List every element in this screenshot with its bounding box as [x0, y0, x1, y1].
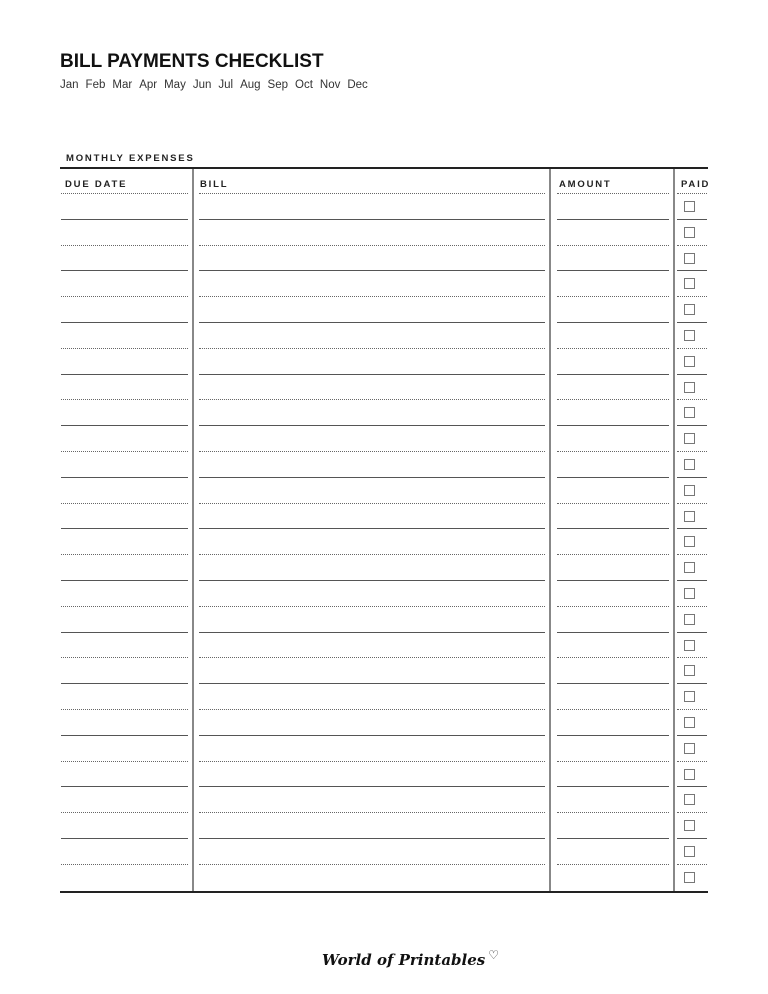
entry-line[interactable]: [199, 296, 545, 297]
column-header-amount: AMOUNT: [559, 179, 612, 190]
column-header-paid: PAID: [681, 179, 711, 190]
entry-line[interactable]: [61, 657, 188, 658]
page-title: BILL PAYMENTS CHECKLIST: [60, 51, 324, 72]
paid-checkbox[interactable]: [684, 614, 695, 625]
entry-line[interactable]: [61, 270, 188, 271]
entry-line[interactable]: [61, 606, 188, 607]
paid-row-line: [677, 632, 707, 633]
paid-row-line: [677, 606, 707, 607]
paid-row-line: [677, 554, 707, 555]
entry-line[interactable]: [199, 270, 545, 271]
entry-line[interactable]: [557, 632, 669, 633]
entry-line[interactable]: [557, 270, 669, 271]
paid-checkbox[interactable]: [684, 253, 695, 264]
paid-row-line: [677, 477, 707, 478]
month-jul[interactable]: Jul: [218, 79, 234, 91]
entry-line[interactable]: [199, 399, 545, 400]
entry-line[interactable]: [199, 864, 545, 865]
entry-line[interactable]: [199, 709, 545, 710]
entry-line[interactable]: [61, 528, 188, 529]
entry-line[interactable]: [557, 296, 669, 297]
entry-line[interactable]: [199, 761, 545, 762]
month-nov[interactable]: Nov: [319, 79, 341, 91]
entry-line[interactable]: [199, 477, 545, 478]
entry-line[interactable]: [61, 245, 188, 246]
paid-checkbox[interactable]: [684, 691, 695, 702]
table-top-rule: [60, 167, 708, 169]
entry-line[interactable]: [61, 399, 188, 400]
month-dec[interactable]: Dec: [347, 79, 368, 91]
entry-line[interactable]: [557, 606, 669, 607]
entry-line[interactable]: [199, 374, 545, 375]
paid-checkbox[interactable]: [684, 330, 695, 341]
paid-checkbox[interactable]: [684, 278, 695, 289]
entry-line[interactable]: [557, 322, 669, 323]
entry-line[interactable]: [557, 348, 669, 349]
paid-checkbox[interactable]: [684, 459, 695, 470]
entry-line[interactable]: [557, 580, 669, 581]
paid-checkbox[interactable]: [684, 433, 695, 444]
entry-line[interactable]: [199, 245, 545, 246]
month-selector: [60, 79, 368, 91]
paid-row-line: [677, 812, 707, 813]
column-divider: [549, 169, 551, 891]
entry-line[interactable]: [199, 632, 545, 633]
section-label: MONTHLY EXPENSES: [66, 153, 195, 164]
paid-row-line: [677, 270, 707, 271]
table-bottom-rule: [60, 891, 708, 893]
paid-checkbox[interactable]: [684, 511, 695, 522]
column-header-due-date: DUE DATE: [65, 179, 128, 190]
entry-line[interactable]: [557, 245, 669, 246]
paid-checkbox[interactable]: [684, 536, 695, 547]
entry-line[interactable]: [61, 554, 188, 555]
paid-checkbox[interactable]: [684, 407, 695, 418]
paid-checkbox[interactable]: [684, 304, 695, 315]
entry-line[interactable]: [61, 503, 188, 504]
entry-line[interactable]: [199, 838, 545, 839]
entry-line[interactable]: [557, 219, 669, 220]
paid-checkbox[interactable]: [684, 588, 695, 599]
paid-row-line: [677, 657, 707, 658]
paid-row-line: [677, 451, 707, 452]
paid-checkbox[interactable]: [684, 717, 695, 728]
entry-line[interactable]: [557, 812, 669, 813]
entry-line[interactable]: [61, 451, 188, 452]
entry-line[interactable]: [61, 193, 188, 194]
paid-checkbox[interactable]: [684, 846, 695, 857]
entry-line[interactable]: [61, 864, 188, 865]
entry-line[interactable]: [61, 580, 188, 581]
entry-line[interactable]: [61, 786, 188, 787]
entry-line[interactable]: [61, 761, 188, 762]
entry-line[interactable]: [61, 632, 188, 633]
entry-line[interactable]: [199, 683, 545, 684]
entry-line[interactable]: [61, 219, 188, 220]
paid-row-line: [677, 374, 707, 375]
entry-line[interactable]: [199, 735, 545, 736]
entry-line[interactable]: [557, 193, 669, 194]
entry-line[interactable]: [557, 451, 669, 452]
entry-line[interactable]: [199, 528, 545, 529]
paid-row-line: [677, 322, 707, 323]
entry-line[interactable]: [199, 193, 545, 194]
paid-checkbox[interactable]: [684, 640, 695, 651]
paid-checkbox[interactable]: [684, 820, 695, 831]
paid-row-line: [677, 245, 707, 246]
entry-line[interactable]: [557, 709, 669, 710]
month-sep[interactable]: Sep: [267, 79, 289, 91]
month-apr[interactable]: Apr: [139, 79, 158, 91]
entry-line[interactable]: [199, 503, 545, 504]
paid-row-line: [677, 348, 707, 349]
entry-line[interactable]: [557, 838, 669, 839]
paid-checkbox[interactable]: [684, 769, 695, 780]
entry-line[interactable]: [61, 296, 188, 297]
entry-line[interactable]: [199, 554, 545, 555]
heart-icon: ♡: [488, 948, 499, 962]
entry-line[interactable]: [61, 709, 188, 710]
month-may[interactable]: May: [164, 79, 186, 91]
entry-line[interactable]: [557, 528, 669, 529]
entry-line[interactable]: [199, 219, 545, 220]
entry-line[interactable]: [199, 322, 545, 323]
entry-line[interactable]: [557, 735, 669, 736]
entry-line[interactable]: [61, 374, 188, 375]
entry-line[interactable]: [61, 735, 188, 736]
month-aug[interactable]: Aug: [240, 79, 261, 91]
entry-line[interactable]: [557, 683, 669, 684]
entry-line[interactable]: [199, 657, 545, 658]
paid-row-line: [677, 193, 707, 194]
paid-row-line: [677, 838, 707, 839]
paid-checkbox[interactable]: [684, 356, 695, 367]
entry-line[interactable]: [557, 554, 669, 555]
column-divider: [673, 169, 675, 891]
brand-name: World of Printables: [322, 951, 486, 969]
entry-line[interactable]: [61, 812, 188, 813]
month-jan[interactable]: Jan: [60, 79, 79, 91]
paid-checkbox[interactable]: [684, 665, 695, 676]
paid-checkbox[interactable]: [684, 872, 695, 883]
month-jun[interactable]: Jun: [192, 79, 212, 91]
paid-checkbox[interactable]: [684, 201, 695, 212]
entry-line[interactable]: [199, 812, 545, 813]
paid-row-line: [677, 761, 707, 762]
entry-line[interactable]: [557, 399, 669, 400]
entry-line[interactable]: [61, 477, 188, 478]
entry-line[interactable]: [557, 503, 669, 504]
entry-line[interactable]: [557, 761, 669, 762]
month-feb[interactable]: Feb: [85, 79, 106, 91]
paid-row-line: [677, 296, 707, 297]
paid-checkbox[interactable]: [684, 227, 695, 238]
month-mar[interactable]: Mar: [112, 79, 133, 91]
paid-row-line: [677, 709, 707, 710]
paid-checkbox[interactable]: [684, 562, 695, 573]
paid-row-line: [677, 219, 707, 220]
paid-row-line: [677, 580, 707, 581]
entry-line[interactable]: [557, 425, 669, 426]
paid-row-line: [677, 528, 707, 529]
paid-checkbox[interactable]: [684, 382, 695, 393]
paid-row-line: [677, 503, 707, 504]
entry-line[interactable]: [199, 348, 545, 349]
month-oct[interactable]: Oct: [295, 79, 313, 91]
entry-line[interactable]: [557, 786, 669, 787]
paid-checkbox[interactable]: [684, 743, 695, 754]
entry-line[interactable]: [199, 606, 545, 607]
column-header-bill: BILL: [200, 179, 229, 190]
brand-logo: [322, 948, 499, 969]
entry-line[interactable]: [199, 425, 545, 426]
paid-row-line: [677, 786, 707, 787]
paid-checkbox[interactable]: [684, 794, 695, 805]
paid-row-line: [677, 864, 707, 865]
entry-line[interactable]: [199, 786, 545, 787]
entry-line[interactable]: [61, 425, 188, 426]
paid-row-line: [677, 399, 707, 400]
entry-line[interactable]: [61, 348, 188, 349]
entry-line[interactable]: [557, 477, 669, 478]
entry-line[interactable]: [557, 374, 669, 375]
paid-row-line: [677, 735, 707, 736]
entry-line[interactable]: [61, 322, 188, 323]
entry-line[interactable]: [61, 683, 188, 684]
entry-line[interactable]: [557, 864, 669, 865]
paid-row-line: [677, 425, 707, 426]
entry-line[interactable]: [61, 838, 188, 839]
entry-line[interactable]: [199, 580, 545, 581]
entry-line[interactable]: [557, 657, 669, 658]
column-divider: [192, 169, 194, 891]
paid-row-line: [677, 683, 707, 684]
entry-line[interactable]: [199, 451, 545, 452]
paid-checkbox[interactable]: [684, 485, 695, 496]
